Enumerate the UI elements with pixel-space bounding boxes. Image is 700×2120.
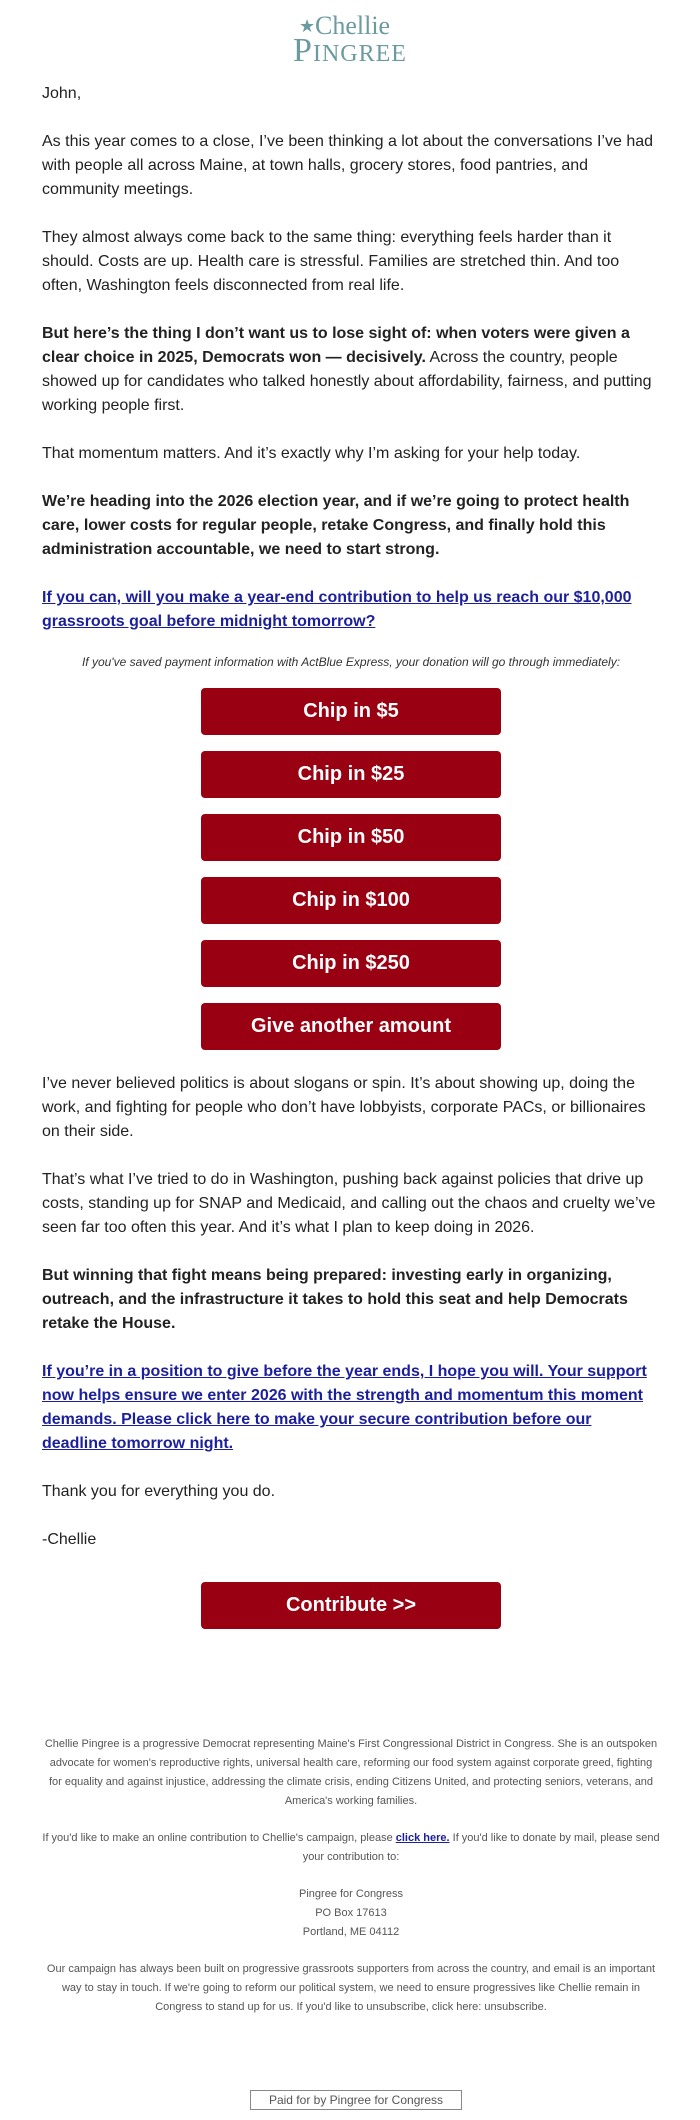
address-line-3: Portland, ME 04112 bbox=[302, 1926, 400, 1938]
give-another-amount-button[interactable]: Give another amount bbox=[201, 1003, 501, 1050]
donate-button-list bbox=[42, 688, 660, 1050]
chip-in-5-button[interactable]: Chip in $5 bbox=[201, 688, 501, 735]
paragraph-intro: As this year comes to a close, I’ve been thinking a lot about the conversations I’ve had with people all across Maine, at town halls, grocery stores, food pantries, and community meetings. bbox=[42, 133, 654, 198]
paragraph-election-year: We’re heading into the 2026 election year, and if we’re going to protect health care, lower costs for regular people, retake Congress, and finally hold this administration accountable, we need to start strong. bbox=[42, 493, 630, 558]
paragraph-momentum bbox=[42, 322, 660, 418]
chip-in-100-button[interactable]: Chip in $100 bbox=[201, 877, 501, 924]
logo-first-name: Chellie bbox=[315, 11, 391, 40]
paragraph-prepared: But winning that fight means being prepared: investing early in organizing, outreach, and the infrastructure it takes to hold this seat and help Democrats retake the House. bbox=[42, 1267, 628, 1332]
campaign-logo bbox=[0, 8, 700, 69]
footer-closing: Our campaign has always been built on progressive grassroots supporters from across the country, and email is an important way to stay in touch. If we're going to reform our political system, we need to ensure progressives like Chellie remain in Congress to stand up for us. If you'd like to unsubscribe, click here: unsubscribe. bbox=[46, 1963, 656, 2013]
donate-button-row bbox=[42, 940, 660, 987]
footer-about: Chellie Pingree is a progressive Democrat representing Maine's First Congressional District in Congress. She is an outspoken advocate for women's reproductive rights, universal health care, reforming our food system against corporate greed, fighting for equality and against injustice, addressing the climate crisis, ending Citizens United, and protecting seniors, veterans, and America's working families. bbox=[44, 1738, 658, 1807]
email-footer bbox=[42, 1735, 660, 2035]
donate-button-row bbox=[42, 877, 660, 924]
contribute-button-row bbox=[42, 1582, 660, 1629]
logo-last-name: Pingree bbox=[293, 32, 407, 69]
footer-online-pre: If you'd like to make an online contribution to Chellie's campaign, please bbox=[42, 1832, 396, 1844]
thanks-line: Thank you for everything you do. bbox=[42, 1483, 276, 1500]
paragraph-momentum-bold: But here’s the thing I don’t want us to lose sight of: when voters were given a clear choice in 2025, Democrats won — decisively. bbox=[42, 325, 630, 366]
donate-button-row bbox=[42, 1003, 660, 1050]
address-line-2: PO Box 17613 bbox=[315, 1907, 387, 1919]
footer-click-here-link[interactable]: click here. bbox=[395, 1832, 450, 1844]
paragraph-washington: That’s what I’ve tried to do in Washington, pushing back against policies that drive up costs, standing up for SNAP and Medicaid, and calling out the chaos and cruelty we’ve seen far too often this year. And it’s what I plan to keep doing in 2026. bbox=[42, 1171, 656, 1236]
logo-wordmark bbox=[275, 8, 425, 69]
link-paragraph-2 bbox=[42, 1360, 660, 1456]
star-icon: ★ bbox=[299, 16, 316, 37]
footer-donate-info bbox=[42, 1829, 660, 1867]
year-end-contribution-link[interactable]: If you can, will you make a year-end contribution to help us reach our $10,000 grassroots goal before midnight tomorrow? bbox=[42, 589, 632, 630]
link-paragraph-1 bbox=[42, 586, 660, 634]
contribute-button[interactable]: Contribute >> bbox=[201, 1582, 501, 1629]
paragraph-politics: I’ve never believed politics is about slogans or spin. It’s about showing up, doing the work, and fighting for people who don’t have lobbyists, corporate PACs, or billionaires on their side. bbox=[42, 1075, 646, 1140]
secure-contribution-link[interactable]: If you’re in a position to give before the year ends, I hope you will. Your support now helps ensure we enter 2026 with the strength and momentum this moment demands. Please click here to make your secure contribution before our deadline tomorrow night. bbox=[42, 1363, 647, 1452]
paid-for-disclaimer: Paid for by Pingree for Congress bbox=[250, 2090, 462, 2110]
donate-button-row bbox=[42, 688, 660, 735]
donate-button-row bbox=[42, 751, 660, 798]
footer-mailing-address bbox=[42, 1885, 660, 1942]
paragraph-ask: That momentum matters. And it’s exactly why I’m asking for your help today. bbox=[42, 445, 581, 462]
chip-in-25-button[interactable]: Chip in $25 bbox=[201, 751, 501, 798]
signoff: -Chellie bbox=[42, 1531, 97, 1548]
letter-body bbox=[42, 82, 660, 1645]
chip-in-250-button[interactable]: Chip in $250 bbox=[201, 940, 501, 987]
paragraph-concerns: They almost always come back to the same thing: everything feels harder than it should. Costs are up. Health care is stressful. Families are stretched thin. And too often, Washington feels disconnected from real life. bbox=[42, 229, 620, 294]
donate-button-row bbox=[42, 814, 660, 861]
footer-online-post: If you'd like to donate by mail, please send your contribution to: bbox=[302, 1832, 660, 1863]
actblue-express-note: If you've saved payment information with ActBlue Express, your donation will go through immediately: bbox=[81, 655, 621, 669]
greeting: John, bbox=[42, 85, 82, 102]
chip-in-50-button[interactable]: Chip in $50 bbox=[201, 814, 501, 861]
address-line-1: Pingree for Congress bbox=[299, 1888, 403, 1900]
paragraph-momentum-rest: Across the country, people showed up for candidates who talked honestly about affordability, fairness, and putting working people first. bbox=[42, 349, 652, 414]
